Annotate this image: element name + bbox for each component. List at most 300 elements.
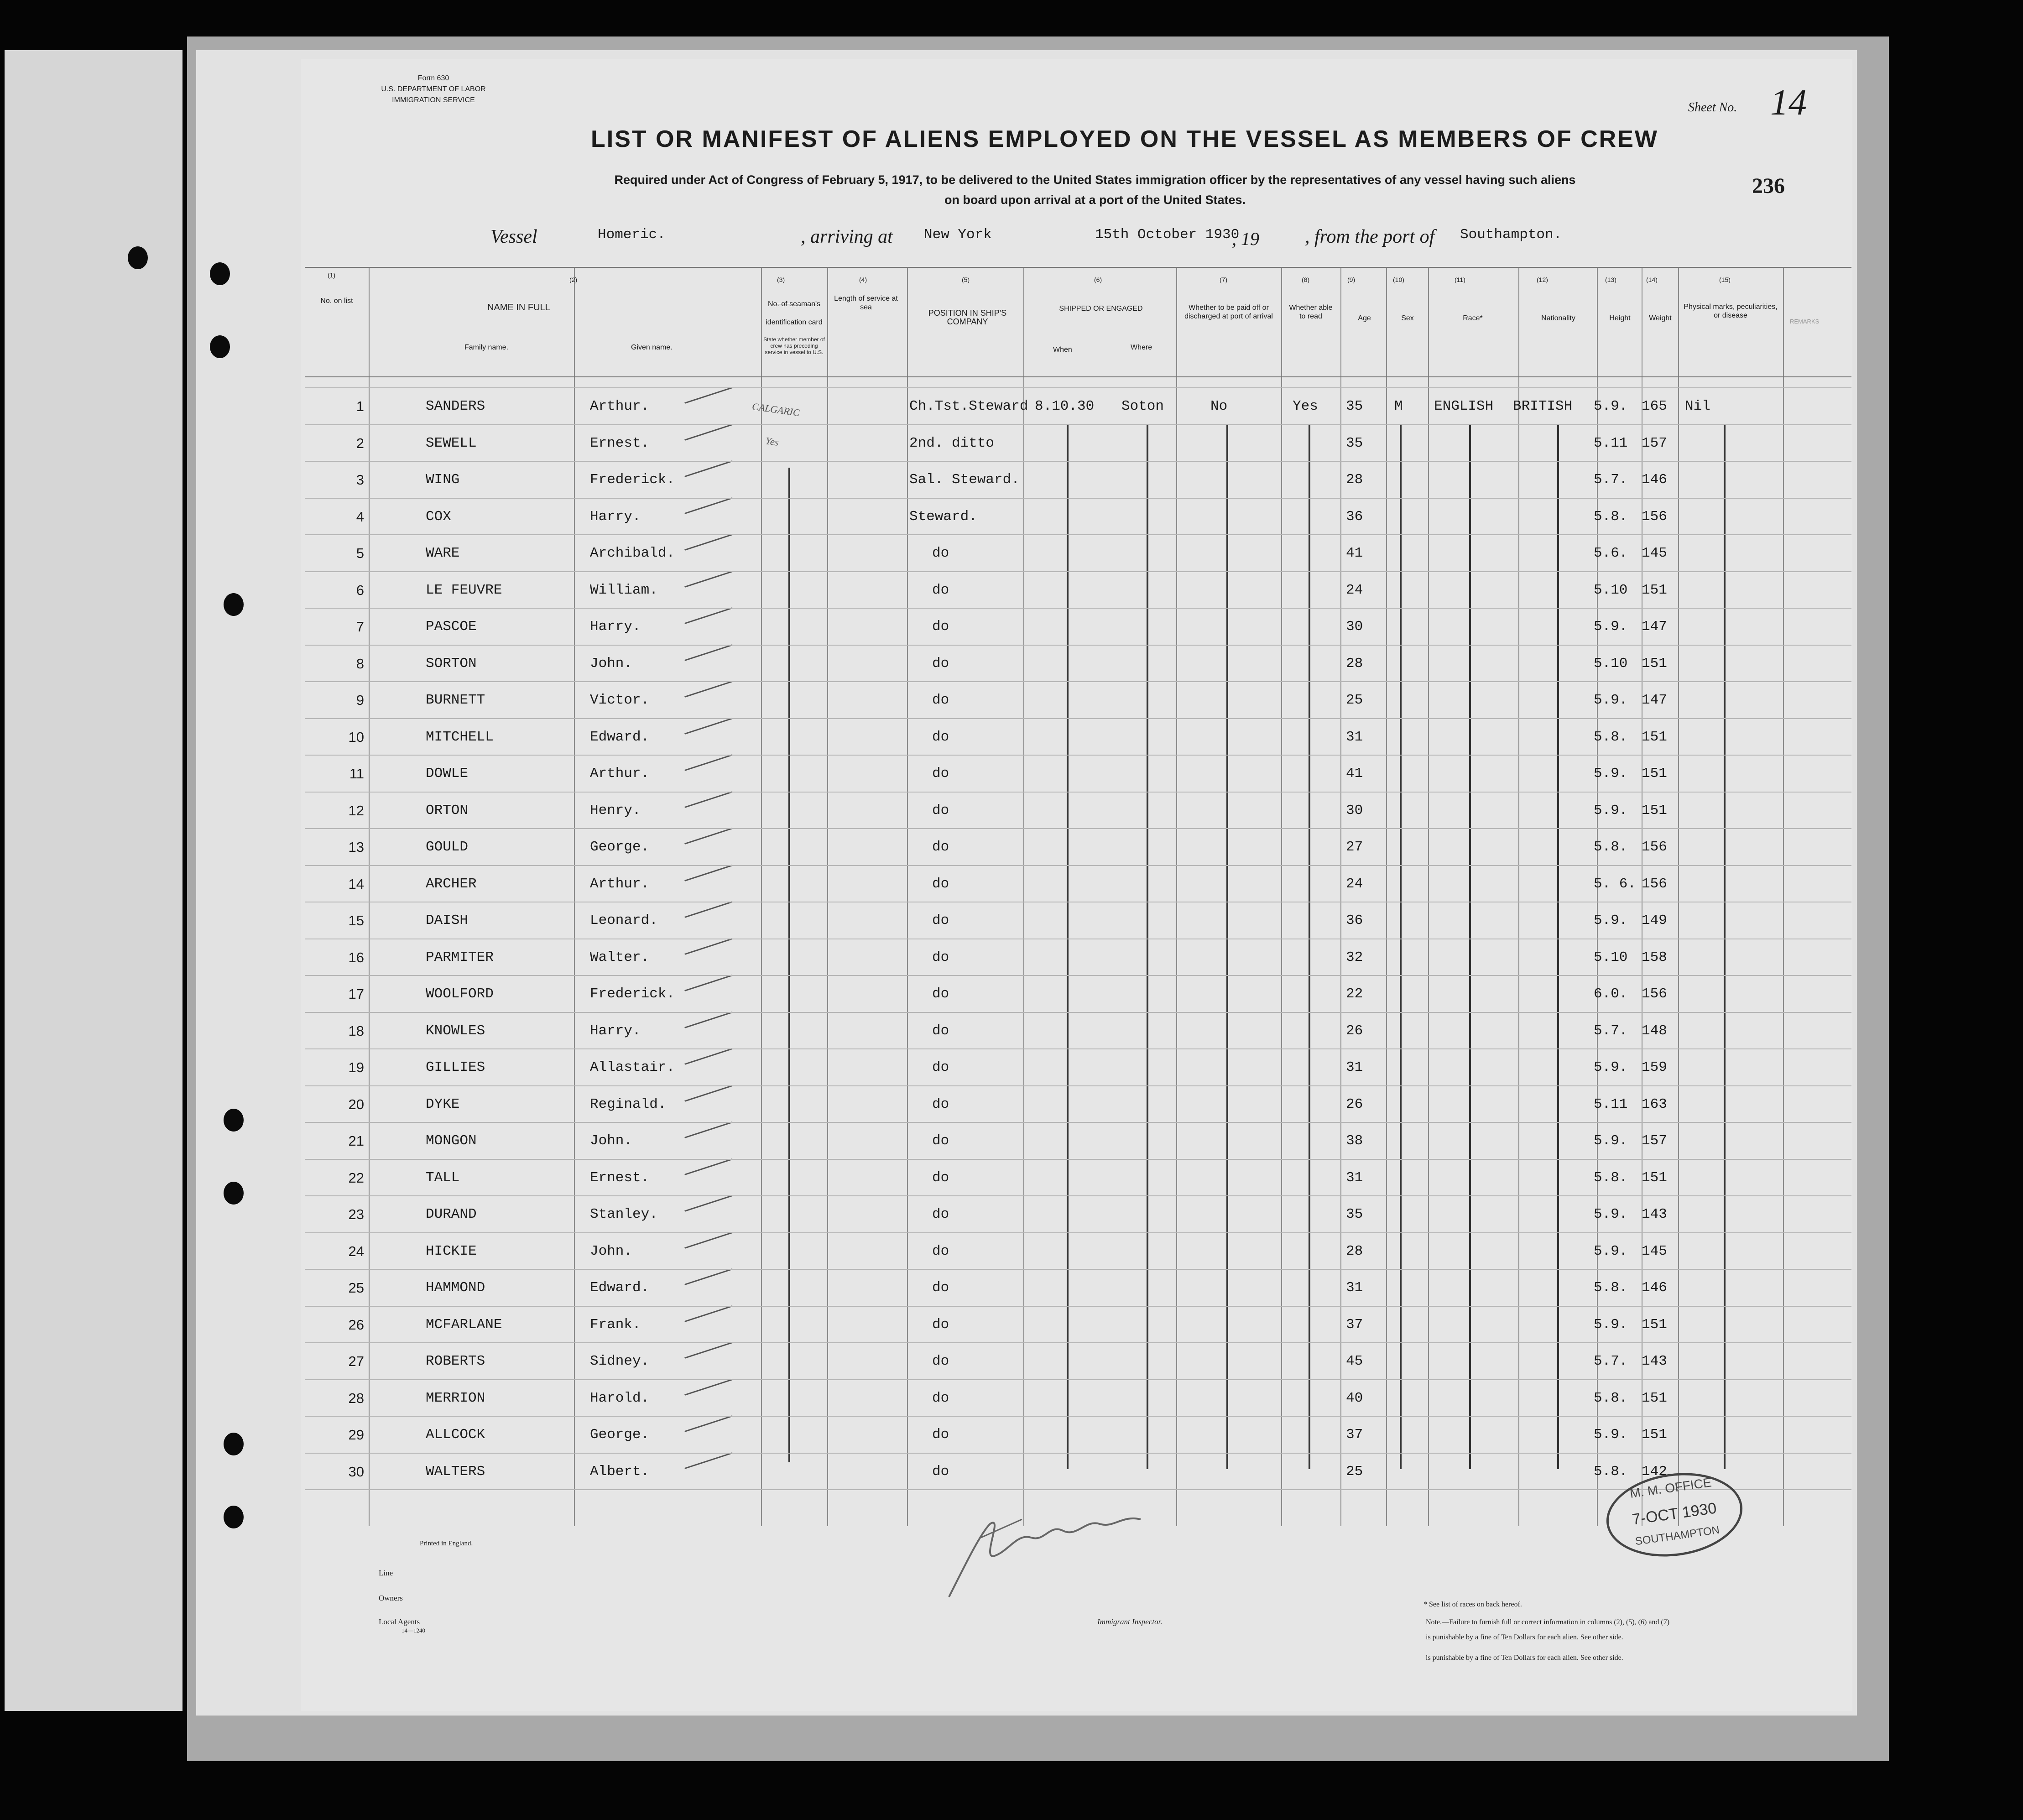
table-row [305, 647, 1851, 685]
cell-list-number: 21 [348, 1133, 364, 1149]
cell-list-number: 4 [356, 508, 364, 525]
table-row [305, 1235, 1851, 1272]
cell-age: 30 [1346, 802, 1363, 819]
sheet-label: Sheet No. [1688, 100, 1737, 115]
cell-weight: 163 [1642, 1096, 1667, 1112]
cell-given-name: William. [590, 582, 658, 598]
cell-position: do [932, 1390, 949, 1406]
cell-height: 5.9. [1594, 802, 1628, 819]
table-row [305, 464, 1851, 501]
cell-position: do [932, 582, 949, 598]
cell-age: 31 [1346, 729, 1363, 745]
cell-position: do [932, 545, 949, 561]
col-name-in-full: NAME IN FULL [487, 302, 550, 313]
cell-weight: 151 [1642, 1427, 1667, 1443]
col-number: (3) [777, 276, 785, 283]
cell-position: do [932, 802, 949, 819]
cell-height: 5.10 [1594, 582, 1628, 598]
col-nationality: Nationality [1541, 314, 1575, 322]
table-row [305, 1125, 1851, 1162]
cell-height: 5.7. [1594, 1022, 1628, 1039]
cell-age: 25 [1346, 692, 1363, 708]
fine-note-3: is punishable by a fine of Ten Dollars for each alien. See other side. [1426, 1654, 1623, 1662]
cell-height: 5.9. [1594, 1427, 1628, 1443]
cell-position: Sal. Steward. [909, 472, 1020, 488]
col-number: (10) [1393, 276, 1404, 283]
table-row [305, 1015, 1851, 1052]
binder-hole [224, 1433, 244, 1455]
cell-height: 5.8. [1594, 1280, 1628, 1296]
department: U.S. DEPARTMENT OF LABOR [381, 85, 486, 93]
cell-position: do [932, 986, 949, 1002]
cell-height: 5.11 [1594, 435, 1628, 451]
col-sex: Sex [1401, 314, 1414, 322]
cell-position: do [932, 692, 949, 708]
row-rule [305, 1122, 1851, 1123]
manifest-subtitle [484, 170, 1706, 210]
cell-given-name: Archibald. [590, 545, 675, 561]
cell-weight: 151 [1642, 1169, 1667, 1186]
col-number: (14) [1646, 276, 1658, 283]
row-rule [305, 1269, 1851, 1270]
cell-list-number: 28 [348, 1390, 364, 1406]
cell-list-number: 11 [349, 766, 364, 782]
col-preceding-service-note: State whether member of crew has preceding service in vessel to U.S. [763, 336, 825, 355]
check-mark [684, 387, 733, 404]
cell-position: do [932, 766, 949, 782]
cell-weight: 151 [1642, 802, 1667, 819]
cell-list-number: 22 [348, 1169, 364, 1186]
row-rule [305, 755, 1851, 756]
cell-age: 31 [1346, 1059, 1363, 1075]
arriving-label: , arriving at [801, 226, 893, 247]
cell-given-name: George. [590, 839, 650, 855]
cell-weight: 156 [1642, 839, 1667, 855]
cell-list-number: 6 [356, 582, 364, 598]
cell-list-number: 2 [356, 435, 364, 451]
row-rule [305, 387, 1851, 388]
cell-position: do [932, 1463, 949, 1480]
col-height: Height [1609, 314, 1631, 322]
footer-line-label: Line [379, 1569, 393, 1577]
cell-family-name: ROBERTS [426, 1353, 485, 1369]
cell-list-number: 13 [348, 839, 364, 855]
table-row [305, 610, 1851, 648]
cell-height: 5.9. [1594, 913, 1628, 928]
cell-height: 6.0. [1594, 986, 1628, 1002]
fine-note-1: Note.—Failure to furnish full or correct information in columns (2), (5), (6) and (7) [1426, 1618, 1670, 1626]
col-number: (4) [859, 276, 867, 283]
col-number: (6) [1094, 276, 1102, 283]
cell-age: 24 [1346, 582, 1363, 598]
row-rule [305, 1379, 1851, 1380]
cell-weight: 157 [1642, 435, 1667, 451]
cell-family-name: COX [426, 508, 451, 525]
cell-family-name: GOULD [426, 839, 469, 855]
cell-physical-marks: Nil [1685, 398, 1710, 414]
row-rule [305, 1453, 1851, 1454]
cell-list-number: 20 [348, 1096, 364, 1112]
cell-family-name: MERRION [426, 1390, 485, 1406]
cell-given-name: Arthur. [590, 398, 650, 414]
col-physical-marks: Physical marks, peculiarities, or disease [1684, 303, 1778, 319]
immigrant-inspector-label: Immigrant Inspector. [1097, 1617, 1163, 1626]
cell-height: 5.9. [1594, 1316, 1628, 1333]
cell-position: do [932, 1206, 949, 1222]
from-label: , from the port of [1305, 226, 1435, 247]
cell-list-number: 25 [348, 1280, 364, 1296]
row-rule [305, 1195, 1851, 1196]
cell-family-name: ALLCOCK [426, 1427, 485, 1443]
cell-family-name: SORTON [426, 655, 477, 672]
cell-given-name: Leonard. [590, 913, 658, 928]
table-row [305, 868, 1851, 905]
cell-given-name: Ernest. [590, 435, 650, 451]
cell-height: 5.11 [1594, 1096, 1628, 1112]
page-number: 236 [1752, 174, 1785, 198]
cell-weight: 145 [1642, 1243, 1667, 1259]
binder-hole [210, 335, 230, 358]
table-row [305, 501, 1851, 538]
cell-family-name: DURAND [426, 1206, 477, 1222]
cell-given-name: John. [590, 655, 633, 672]
cell-height: 5.9. [1594, 1133, 1628, 1149]
cell-weight: 146 [1642, 472, 1667, 488]
row-rule [305, 571, 1851, 572]
row-rule [305, 498, 1851, 499]
table-row [305, 1272, 1851, 1309]
cell-weight: 165 [1642, 398, 1667, 414]
cell-family-name: DOWLE [426, 766, 469, 782]
cell-list-number: 16 [348, 949, 364, 965]
subtitle-line-1: Required under Act of Congress of February 5, 1917, to be delivered to the United States immigration officer by the representatives of any vessel having such aliens [614, 173, 1576, 187]
table-row [305, 721, 1851, 758]
cell-family-name: GILLIES [426, 1059, 485, 1075]
cell-given-name: Henry. [590, 802, 641, 819]
col-number: (9) [1347, 276, 1356, 283]
cell-position: do [932, 913, 949, 928]
col-number: (2) [569, 276, 578, 283]
cell-weight: 148 [1642, 1022, 1667, 1039]
cell-family-name: HICKIE [426, 1243, 477, 1259]
col-able-to-read: Whether able to read [1289, 304, 1333, 320]
row-rule [305, 608, 1851, 609]
cell-list-number: 18 [348, 1022, 364, 1039]
cell-position: do [932, 1133, 949, 1149]
cell-position: do [932, 1059, 949, 1075]
cell-age: 30 [1346, 619, 1363, 635]
cell-given-name: Reginald. [590, 1096, 667, 1112]
manifest-title: LIST OR MANIFEST OF ALIENS EMPLOYED ON THE VESSEL AS MEMBERS OF CREW [591, 126, 1658, 152]
cell-position: do [932, 1022, 949, 1039]
cell-list-number: 14 [348, 876, 364, 892]
cell-weight: 151 [1642, 582, 1667, 598]
cell-given-name: Walter. [590, 949, 650, 965]
cell-weight: 145 [1642, 545, 1667, 561]
cell-weight: 151 [1642, 766, 1667, 782]
handwritten-yes: Yes [765, 435, 780, 448]
binder-hole [224, 593, 244, 616]
cell-given-name: Sidney. [590, 1353, 650, 1369]
col-race: Race* [1463, 314, 1483, 322]
cell-list-number: 27 [348, 1353, 364, 1369]
cell-given-name: Stanley. [590, 1206, 658, 1222]
binder-hole [210, 262, 230, 285]
stamp-line-1: M. M. OFFICE [1629, 1475, 1713, 1501]
table-row [305, 684, 1851, 721]
row-rule [305, 1232, 1851, 1233]
table-row [305, 831, 1851, 868]
cell-weight: 143 [1642, 1206, 1667, 1222]
cell-height: 5.7. [1594, 1353, 1628, 1369]
cell-height: 5.9. [1594, 1206, 1628, 1222]
cell-shipped-when: 8.10.30 [1035, 398, 1095, 414]
cell-given-name: Allastair. [590, 1059, 675, 1075]
cell-list-number: 8 [356, 655, 364, 672]
binder-hole [224, 1109, 244, 1132]
cell-list-number: 15 [348, 913, 364, 928]
crew-table [305, 267, 1851, 1526]
cell-position: do [932, 1096, 949, 1112]
cell-family-name: WARE [426, 545, 460, 561]
cell-family-name: WALTERS [426, 1463, 485, 1480]
cell-weight: 157 [1642, 1133, 1667, 1149]
cell-family-name: SANDERS [426, 398, 485, 414]
cell-weight: 146 [1642, 1280, 1667, 1296]
cell-height: 5.9. [1594, 398, 1628, 414]
cell-given-name: Edward. [590, 729, 650, 745]
cell-age: 37 [1346, 1316, 1363, 1333]
row-rule [305, 865, 1851, 866]
footer-agents-code: 14—1240 [401, 1627, 425, 1634]
cell-position: Steward. [909, 508, 977, 525]
cell-weight: 151 [1642, 1390, 1667, 1406]
cell-age: 28 [1346, 472, 1363, 488]
row-rule [305, 828, 1851, 829]
col-given-name: Given name. [631, 344, 673, 351]
col-number: (15) [1719, 276, 1731, 283]
cell-family-name: KNOWLES [426, 1022, 485, 1039]
cell-list-number: 30 [348, 1463, 364, 1480]
table-row [305, 1309, 1851, 1346]
row-rule [305, 681, 1851, 682]
cell-age: 41 [1346, 545, 1363, 561]
cell-age: 35 [1346, 435, 1363, 451]
stamp-line-3: SOUTHAMPTON [1634, 1523, 1721, 1548]
cell-family-name: ORTON [426, 802, 469, 819]
service: IMMIGRATION SERVICE [392, 96, 475, 104]
cell-age: 40 [1346, 1390, 1363, 1406]
cell-height: 5.8. [1594, 1390, 1628, 1406]
cell-given-name: Ernest. [590, 1169, 650, 1186]
table-row [305, 1198, 1851, 1236]
handwritten-calgaric: CALGARIC [751, 400, 801, 419]
cell-family-name: LE FEUVRE [426, 582, 502, 598]
cell-given-name: Victor. [590, 692, 650, 708]
cell-weight: 151 [1642, 1316, 1667, 1333]
col-number: (12) [1537, 276, 1548, 283]
vessel-label: Vessel [490, 226, 537, 247]
cell-family-name: DYKE [426, 1096, 460, 1112]
cell-given-name: Frederick. [590, 472, 675, 488]
cell-position: do [932, 729, 949, 745]
cell-shipped-where: Soton [1121, 398, 1164, 414]
arrival-port: New York [924, 227, 992, 243]
col-number: (11) [1455, 276, 1465, 283]
row-rule [305, 424, 1851, 425]
cell-given-name: John. [590, 1133, 633, 1149]
cell-height: 5.7. [1594, 472, 1628, 488]
cell-age: 41 [1346, 766, 1363, 782]
col-shipped-or-engaged: SHIPPED OR ENGAGED [1059, 305, 1143, 313]
cell-position: 2nd. ditto [909, 435, 995, 451]
cell-given-name: Harry. [590, 1022, 641, 1039]
col-length-of-service: Length of service at sea [834, 295, 898, 311]
cell-family-name: WING [426, 472, 460, 488]
table-row [305, 574, 1851, 611]
col-shipped-where: Where [1131, 344, 1152, 351]
cell-age: 22 [1346, 986, 1363, 1002]
row-rule [305, 1048, 1851, 1049]
form-header [360, 73, 506, 106]
cell-weight: 151 [1642, 729, 1667, 745]
cell-able-to-read: Yes [1293, 398, 1318, 414]
cell-height: 5.9. [1594, 1059, 1628, 1075]
cell-given-name: Frederick. [590, 986, 675, 1002]
cell-age: 26 [1346, 1022, 1363, 1039]
arrival-date: 15th October 1930 [1095, 227, 1240, 243]
cell-list-number: 23 [348, 1206, 364, 1222]
col-remarks: REMARKS [1790, 318, 1820, 325]
cell-family-name: SEWELL [426, 435, 477, 451]
cell-weight: 156 [1642, 876, 1667, 892]
departure-port: Southampton. [1460, 227, 1562, 243]
cell-paid-off: No [1210, 398, 1228, 414]
cell-position: do [932, 1316, 949, 1333]
cell-list-number: 3 [356, 472, 364, 488]
col-seaman-number: No. of seaman's [767, 300, 821, 308]
row-rule [305, 718, 1851, 719]
row-rule [305, 1342, 1851, 1343]
cell-age: 38 [1346, 1133, 1363, 1149]
table-row [305, 1088, 1851, 1126]
stamp-date: 7-OCT 1930 [1631, 1499, 1718, 1528]
cell-family-name: TALL [426, 1169, 460, 1186]
cell-height: 5.8. [1594, 1169, 1628, 1186]
cell-age: 32 [1346, 949, 1363, 965]
cell-age: 35 [1346, 398, 1363, 414]
row-rule [305, 534, 1851, 535]
cell-height: 5.9. [1594, 766, 1628, 782]
cell-age: 45 [1346, 1353, 1363, 1369]
races-note: * See list of races on back hereof. [1423, 1601, 1522, 1608]
subtitle-line-2: on board upon arrival at a port of the United States. [944, 193, 1246, 207]
table-row [305, 1051, 1851, 1089]
cell-race: ENGLISH [1434, 398, 1494, 414]
row-rule [305, 1012, 1851, 1013]
binder-hole [128, 246, 148, 269]
table-row [305, 794, 1851, 832]
col-number: (8) [1302, 276, 1310, 283]
row-rule [305, 1416, 1851, 1417]
cell-height: 5.8. [1594, 729, 1628, 745]
cell-weight: 147 [1642, 692, 1667, 708]
cell-height: 5.8. [1594, 508, 1628, 525]
cell-age: 28 [1346, 655, 1363, 672]
cell-position: do [932, 949, 949, 965]
cell-list-number: 29 [348, 1427, 364, 1443]
cell-position: do [932, 1169, 949, 1186]
cell-family-name: WOOLFORD [426, 986, 494, 1002]
cell-height: 5.8. [1594, 839, 1628, 855]
cell-weight: 147 [1642, 619, 1667, 635]
col-number: (5) [962, 276, 970, 283]
cell-age: 36 [1346, 913, 1363, 928]
cell-weight: 158 [1642, 949, 1667, 965]
cell-height: 5. 6. [1594, 876, 1637, 892]
col-no-on-list: No. on list [320, 297, 353, 305]
cell-position: do [932, 1280, 949, 1296]
vessel-name: Homeric. [598, 227, 666, 243]
cell-height: 5.9. [1594, 1243, 1628, 1259]
row-rule [305, 1159, 1851, 1160]
header-rule [305, 267, 1851, 268]
cell-age: 31 [1346, 1169, 1363, 1186]
footer-owners-label: Owners [379, 1594, 403, 1602]
cell-height: 5.10 [1594, 949, 1628, 965]
cell-list-number: 17 [348, 986, 364, 1002]
cell-given-name: Edward. [590, 1280, 650, 1296]
cell-sex: M [1394, 398, 1403, 414]
cell-given-name: Harry. [590, 619, 641, 635]
cell-position: do [932, 655, 949, 672]
cell-given-name: Harold. [590, 1390, 650, 1406]
cell-given-name: Arthur. [590, 876, 650, 892]
cell-age: 35 [1346, 1206, 1363, 1222]
cell-height: 5.6. [1594, 545, 1628, 561]
cell-family-name: BURNETT [426, 692, 485, 708]
cell-given-name: John. [590, 1243, 633, 1259]
row-rule [305, 461, 1851, 462]
cell-family-name: PASCOE [426, 619, 477, 635]
cell-age: 27 [1346, 839, 1363, 855]
row-rule [305, 645, 1851, 646]
cell-position: Ch.Tst.Steward [909, 398, 1028, 414]
col-number: (7) [1220, 276, 1228, 283]
cell-age: 31 [1346, 1280, 1363, 1296]
cell-age: 28 [1346, 1243, 1363, 1259]
table-row [305, 1345, 1851, 1382]
cell-list-number: 26 [348, 1316, 364, 1333]
cell-family-name: MITCHELL [426, 729, 494, 745]
cell-position: do [932, 1427, 949, 1443]
table-row [305, 941, 1851, 979]
cell-list-number: 24 [348, 1243, 364, 1259]
col-paid-off: Whether to be paid off or discharged at port of arrival [1184, 304, 1273, 320]
cell-position: do [932, 876, 949, 892]
cell-given-name: Harry. [590, 508, 641, 525]
table-row [305, 904, 1851, 942]
table-row [305, 1418, 1851, 1456]
cell-weight: 142 [1642, 1463, 1667, 1480]
table-row [305, 390, 1851, 428]
col-age: Age [1358, 314, 1371, 322]
cell-height: 5.10 [1594, 655, 1628, 672]
cell-given-name: Albert. [590, 1463, 650, 1480]
col-family-name: Family name. [464, 344, 509, 351]
cell-position: do [932, 1353, 949, 1369]
table-row [305, 978, 1851, 1015]
